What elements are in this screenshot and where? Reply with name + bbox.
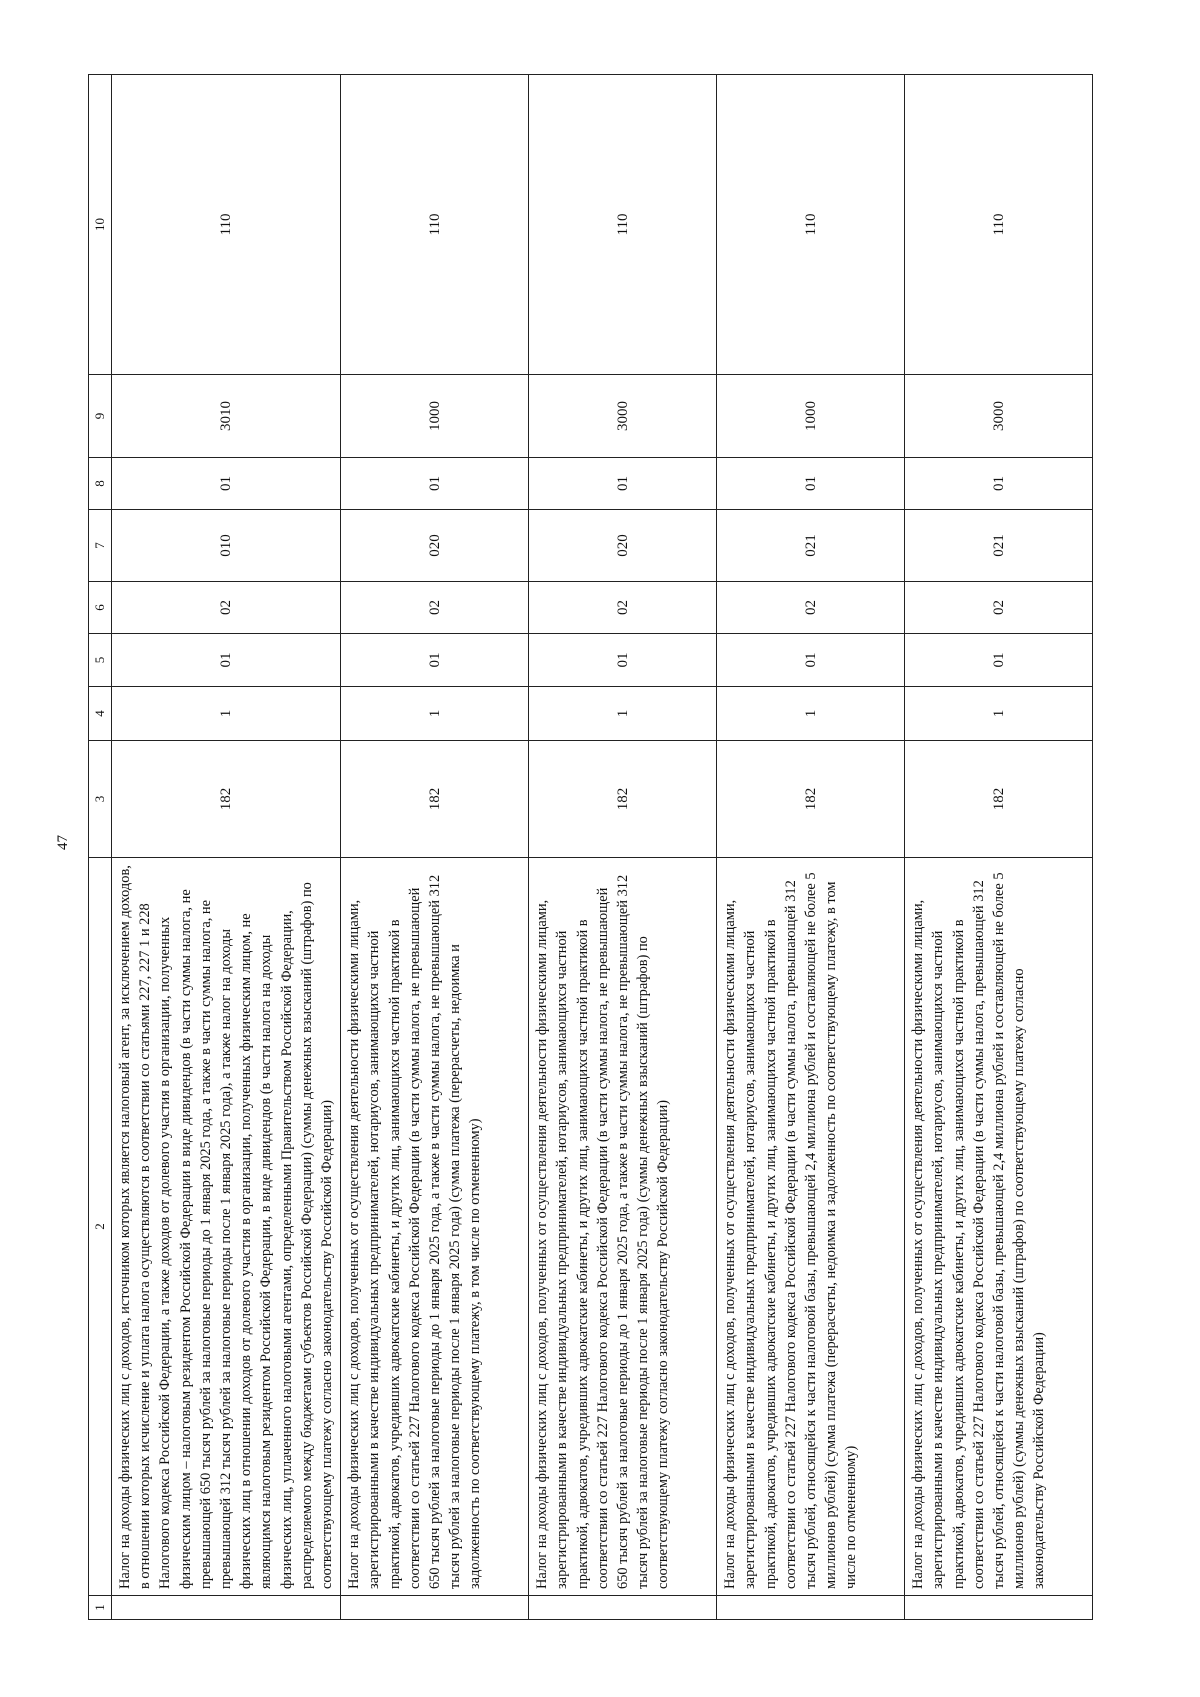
budget-classification-table-container [88,75,1048,1620]
subgroup-code-cell: 01 [529,634,717,687]
column-header: 4 [89,687,112,741]
article-code-cell: 02 [905,582,1093,634]
article-code-cell: 02 [341,582,529,634]
table-row [341,75,529,1620]
admin-code-cell: 182 [341,741,529,858]
income-description-cell: Налог на доходы физических лиц с доходов, полученных от осуществления деятельности физическими лицами, зарегистрированными в качестве индивидуальных предпринимателей, нотариусов, занимающихся частной практикой, адвокатов, учредивших адвокатские кабинеты, и других лиц, занимающихся частной практикой в соответствии со статьей 227 Налогового кодекса Российской Федерации (в части суммы налога, не превышающей 650 тысяч рублей за налоговые периоды до 1 января 2025 года, а также в части суммы налога, не превышающей 312 тысяч рублей за налоговые периоды после 1 января 2025 года) (сумма платежа (перерасчеты, недоимка и задолженность по соответствующему платежу, в том числе по отмененному) [341,858,529,1596]
column-header: 10 [89,75,112,375]
analytic-group-code-cell: 110 [529,75,717,375]
column-header: 2 [89,858,112,1596]
column-header: 8 [89,458,112,510]
page-number-text: 47 [54,834,71,850]
budget-classification-table [88,74,1093,1620]
subarticle-code-cell: 021 [905,510,1093,582]
subarticle-code-cell: 020 [341,510,529,582]
subgroup-code-cell: 01 [905,634,1093,687]
table-row [905,75,1093,1620]
analytic-group-code-cell: 110 [341,75,529,375]
column-header: 6 [89,582,112,634]
subgroup-code-cell: 01 [341,634,529,687]
row-number-cell [717,1596,905,1620]
group-code-cell: 1 [341,687,529,741]
table-row [717,75,905,1620]
subarticle-code-cell: 021 [717,510,905,582]
analytic-group-code-cell: 110 [905,75,1093,375]
row-number-cell [529,1596,717,1620]
subtype-code-cell: 3010 [112,375,341,458]
article-code-cell: 02 [529,582,717,634]
column-header: 7 [89,510,112,582]
subgroup-code-cell: 01 [717,634,905,687]
table-row [529,75,717,1620]
analytic-group-code-cell: 110 [717,75,905,375]
income-description-cell: Налог на доходы физических лиц с доходов, полученных от осуществления деятельности физическими лицами, зарегистрированными в качестве индивидуальных предпринимателей, нотариусов, занимающихся частной практикой, адвокатов, учредивших адвокатские кабинеты, и других лиц, занимающихся частной практикой в соответствии со статьей 227 Налогового кодекса Российской Федерации (в части суммы налога, превышающей 312 тысяч рублей, относящейся к части налоговой базы, превышающей 2,4 миллиона рублей и составляющей не более 5 миллионов рублей) (сумма платежа (перерасчеты, недоимка и задолженность по соответствующему платежу, в том числе по отмененному) [717,858,905,1596]
article-code-cell: 02 [717,582,905,634]
column-header: 1 [89,1596,112,1620]
article-code-cell: 02 [112,582,341,634]
row-number-cell [341,1596,529,1620]
subtype-code-cell: 1000 [717,375,905,458]
admin-code-cell: 182 [905,741,1093,858]
admin-code-cell: 182 [529,741,717,858]
subtype-code-cell: 1000 [341,375,529,458]
element-code-cell: 01 [529,458,717,510]
analytic-group-code-cell: 110 [112,75,341,375]
group-code-cell: 1 [112,687,341,741]
subarticle-code-cell: 010 [112,510,341,582]
element-code-cell: 01 [112,458,341,510]
admin-code-cell: 182 [112,741,341,858]
group-code-cell: 1 [529,687,717,741]
row-number-cell [112,1596,341,1620]
column-header: 9 [89,375,112,458]
income-description-cell: Налог на доходы физических лиц с доходов, полученных от осуществления деятельности физическими лицами, зарегистрированными в качестве индивидуальных предпринимателей, нотариусов, занимающихся частной практикой, адвокатов, учредивших адвокатские кабинеты, и других лиц, занимающихся частной практикой в соответствии со статьей 227 Налогового кодекса Российской Федерации (в части суммы налога, не превышающей 650 тысяч рублей за налоговые периоды до 1 января 2025 года, а также в части суммы налога, не превышающей 312 тысяч рублей за налоговые периоды после 1 января 2025 года) (суммы денежных взысканий (штрафов) по соответствующему платежу согласно законодательству Российской Федерации) [529,858,717,1596]
group-code-cell: 1 [717,687,905,741]
income-description-cell: Налог на доходы физических лиц с доходов, полученных от осуществления деятельности физическими лицами, зарегистрированными в качестве индивидуальных предпринимателей, нотариусов, занимающихся частной практикой, адвокатов, учредивших адвокатские кабинеты, и других лиц, занимающихся частной практикой в соответствии со статьей 227 Налогового кодекса Российской Федерации (в части суммы налога, превышающей 312 тысяч рублей, относящейся к части налоговой базы, превышающей 2,4 миллиона рублей и составляющей не более 5 миллионов рублей) (суммы денежных взысканий (штрафов) по соответствующему платежу согласно законодательству Российской Федерации) [905,858,1093,1596]
row-number-cell [905,1596,1093,1620]
column-header: 3 [89,741,112,858]
subarticle-code-cell: 020 [529,510,717,582]
element-code-cell: 01 [717,458,905,510]
subtype-code-cell: 3000 [529,375,717,458]
table-row [112,75,341,1620]
income-description-cell: Налог на доходы физических лиц с доходов, источником которых является налоговый агент, за исключением доходов, в отношении которых исчисление и уплата налога осуществляются в соответствии со статьями 227, 227 1 и 228 Налогового кодекса Российской Федерации, а также доходов от долевого участия в организации, полученных физическим лицом – налоговым резидентом Российской Федерации в виде дивидендов (в части суммы налога, не превышающей 650 тысяч рублей за налоговые периоды до 1 января 2025 года, а также в части суммы налога, не превышающей 312 тысяч рублей за налоговые периоды после 1 января 2025 года), а также налог на доходы физических лиц в отношении доходов от долевого участия в организации, полученных физическим лицом, не являющимся налоговым резидентом Российской Федерации, в виде дивидендов (в части налога на доходы физических лиц, уплаченного налоговыми агентами, определенными Правительством Российской Федерации, распределяемого между бюджетами субъектов Российской Федерации) (суммы денежных взысканий (штрафов) по соответствующему платежу согласно законодательству Российской Федерации) [112,858,341,1596]
element-code-cell: 01 [341,458,529,510]
page-number [48,822,78,862]
element-code-cell: 01 [905,458,1093,510]
group-code-cell: 1 [905,687,1093,741]
admin-code-cell: 182 [717,741,905,858]
subtype-code-cell: 3000 [905,375,1093,458]
table-header-row [89,75,112,1620]
column-header: 5 [89,634,112,687]
subgroup-code-cell: 01 [112,634,341,687]
